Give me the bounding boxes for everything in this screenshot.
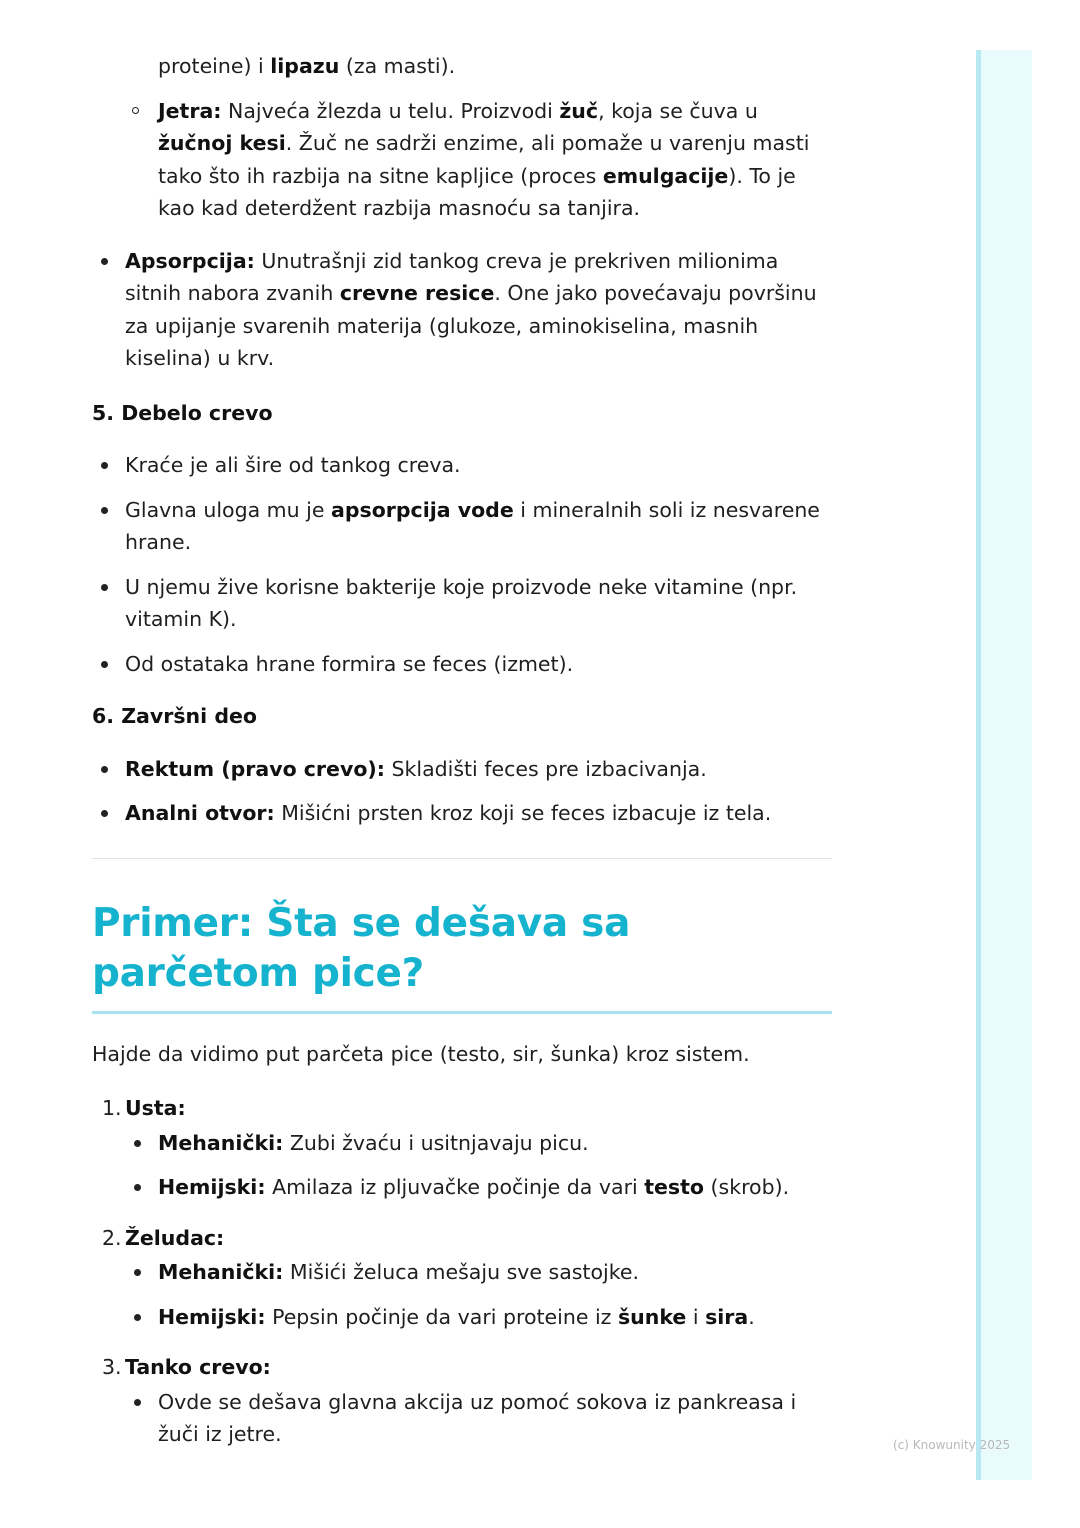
list-item-text: Glavna uloga mu je apsorpcija vode i mineralnih soli iz nesvarene hrane. <box>125 497 820 554</box>
bullet-icon <box>134 1269 141 1276</box>
document-body <box>92 50 832 1469</box>
list-item <box>92 571 832 636</box>
ordered-item-heading <box>92 1222 832 1255</box>
list-item-text: Hemijski: Pepsin počinje da vari proteine iz šunke i sira. <box>158 1304 755 1329</box>
list-item-text: U njemu žive korisne bakterije koje proizvode neke vitamine (npr. vitamin K). <box>125 574 798 631</box>
list-item-text: Mehanički: Mišići želuca mešaju sve sastojke. <box>158 1260 639 1284</box>
ordered-label: Tanko crevo: <box>125 1355 271 1379</box>
list-item-text: Ovde se dešava glavna akcija uz pomoć sokova iz pankreasa i žuči iz jetre. <box>158 1389 797 1446</box>
bullet-icon <box>134 1399 141 1406</box>
ordered-label: Želudac: <box>125 1225 225 1250</box>
ordered-item-zeludac <box>92 1222 832 1334</box>
list-item-text: Analni otvor: Mišićni prsten kroz koji se feces izbacuje iz tela. <box>125 801 772 825</box>
bullet-icon <box>101 507 108 514</box>
bullet-icon <box>134 1184 141 1191</box>
list-item <box>92 1301 832 1334</box>
ordered-number: 2. <box>102 1225 122 1250</box>
page-side-panel <box>976 50 1032 1480</box>
primer-title: Primer: Šta se dešava sa parčetom pice? <box>92 900 631 996</box>
list-item-text: Jetra: Najveća žlezda u telu. Proizvodi žuč, koja se čuva u žučnoj kesi. Žuč ne sadrži enzime, ali pomaže u varenju masti tako što ih razbija na sitne kapljice (proces emulgacije). To je kao kad deterdžent razbija masnoću sa tanjira. <box>158 98 810 220</box>
list-item-text: Mehanički: Zubi žvaću i usitnjavaju picu. <box>158 1130 589 1155</box>
bullet-icon <box>101 766 108 773</box>
list-item-text: Od ostataka hrane formira se feces (izmet). <box>125 651 574 676</box>
section-heading-zavrsni-deo: 6. Završni deo <box>92 704 257 728</box>
ordered-item-tanko-crevo <box>92 1351 832 1451</box>
list-item <box>92 797 832 830</box>
list-item-apsorpcija <box>92 245 832 375</box>
section-heading-debelo-crevo: 5. Debelo crevo <box>92 400 273 425</box>
circle-bullet-icon <box>132 107 139 114</box>
list-item <box>92 449 832 482</box>
page-side-rule <box>976 50 981 1480</box>
ordered-item-usta <box>92 1092 832 1204</box>
list-item-text: Kraće je ali šire od tankog creva. <box>125 453 461 477</box>
primer-intro: Hajde da vidimo put parčeta pice (testo, sir, šunka) kroz sistem. <box>92 1041 750 1066</box>
bullet-icon <box>101 462 108 469</box>
copyright-watermark: (c) Knowunity 2025 <box>893 1438 1011 1452</box>
bullet-icon <box>101 810 108 817</box>
list-item-text: Rektum (pravo crevo): Skladišti feces pre izbacivanja. <box>125 756 707 781</box>
section-divider <box>92 858 832 859</box>
list-item-text: proteine) i lipazu (za masti). <box>158 54 456 78</box>
bullet-icon <box>101 584 108 591</box>
ordered-item-heading <box>92 1351 832 1384</box>
list-item-text: Hemijski: Amilaza iz pljuvačke počinje da vari testo (skrob). <box>158 1175 790 1199</box>
ordered-number: 3. <box>102 1355 122 1379</box>
ordered-label: Usta: <box>125 1096 186 1120</box>
list-item-jetra <box>92 95 832 225</box>
bullet-icon <box>134 1314 141 1321</box>
list-item <box>92 753 832 786</box>
list-item-text: Apsorpcija: Unutrašnji zid tankog creva je prekriven milionima sitnih nabora zvanih crevne resice. One jako povećavaju površinu za upijanje svarenih materija (glukoze, aminokiselina, masnih kiselina) u krv. <box>125 248 817 370</box>
title-underline <box>92 1011 832 1014</box>
list-item <box>92 1256 832 1289</box>
list-item <box>92 648 832 681</box>
list-item <box>92 1171 832 1204</box>
list-item <box>92 1386 832 1451</box>
list-item <box>92 494 832 559</box>
pankreas-continuation <box>92 50 832 83</box>
list-item <box>92 1127 832 1160</box>
bullet-icon <box>101 258 108 265</box>
ordered-number: 1. <box>102 1096 122 1120</box>
bullet-icon <box>101 661 108 668</box>
bullet-icon <box>134 1140 141 1147</box>
ordered-item-heading <box>92 1092 832 1125</box>
